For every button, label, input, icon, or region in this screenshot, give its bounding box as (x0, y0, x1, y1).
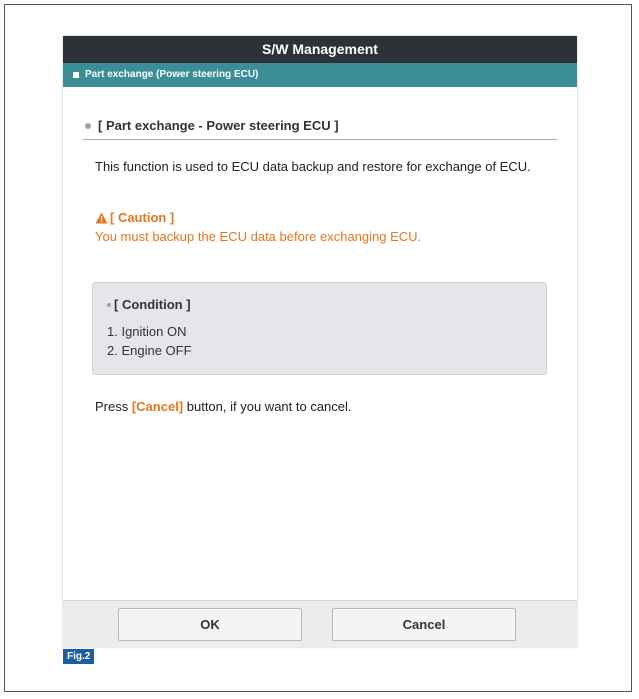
instruction-prefix: Press (95, 399, 132, 414)
cancel-button[interactable]: Cancel (332, 608, 516, 641)
cancel-instruction (83, 399, 557, 414)
dialog-content (63, 118, 577, 414)
dialog-footer (63, 600, 577, 647)
condition-header (107, 297, 546, 312)
condition-item: 2. Engine OFF (107, 343, 192, 358)
bullet-dot-icon (85, 123, 91, 129)
function-description: This function is used to ECU data backup and restore for exchange of ECU. (95, 159, 531, 174)
square-bullet-icon (73, 72, 79, 78)
caution-title: [ Caution ] (110, 210, 175, 225)
ok-button[interactable]: OK (118, 608, 302, 641)
section-title: [ Part exchange - Power steering ECU ] (98, 118, 339, 133)
dialog-subtitle: Part exchange (Power steering ECU) (85, 69, 259, 80)
bullet-dot-icon (107, 303, 111, 307)
instruction-highlight: [Cancel] (131, 399, 184, 414)
condition-box (92, 282, 547, 375)
caution-message: You must backup the ECU data before exchanging ECU. (95, 229, 422, 244)
sw-management-dialog (63, 36, 577, 647)
caution-header (95, 210, 557, 225)
dialog-title: S/W Management (63, 36, 577, 63)
section-header (83, 118, 557, 140)
condition-title: [ Condition ] (114, 297, 191, 312)
warning-icon (95, 212, 108, 224)
condition-list (107, 322, 546, 360)
instruction-suffix: button, if you want to cancel. (183, 399, 352, 414)
figure-label: Fig.2 (63, 649, 94, 664)
condition-item: 1. Ignition ON (107, 324, 187, 339)
dialog-subtitle-bar (63, 63, 577, 87)
caution-block (83, 210, 557, 244)
